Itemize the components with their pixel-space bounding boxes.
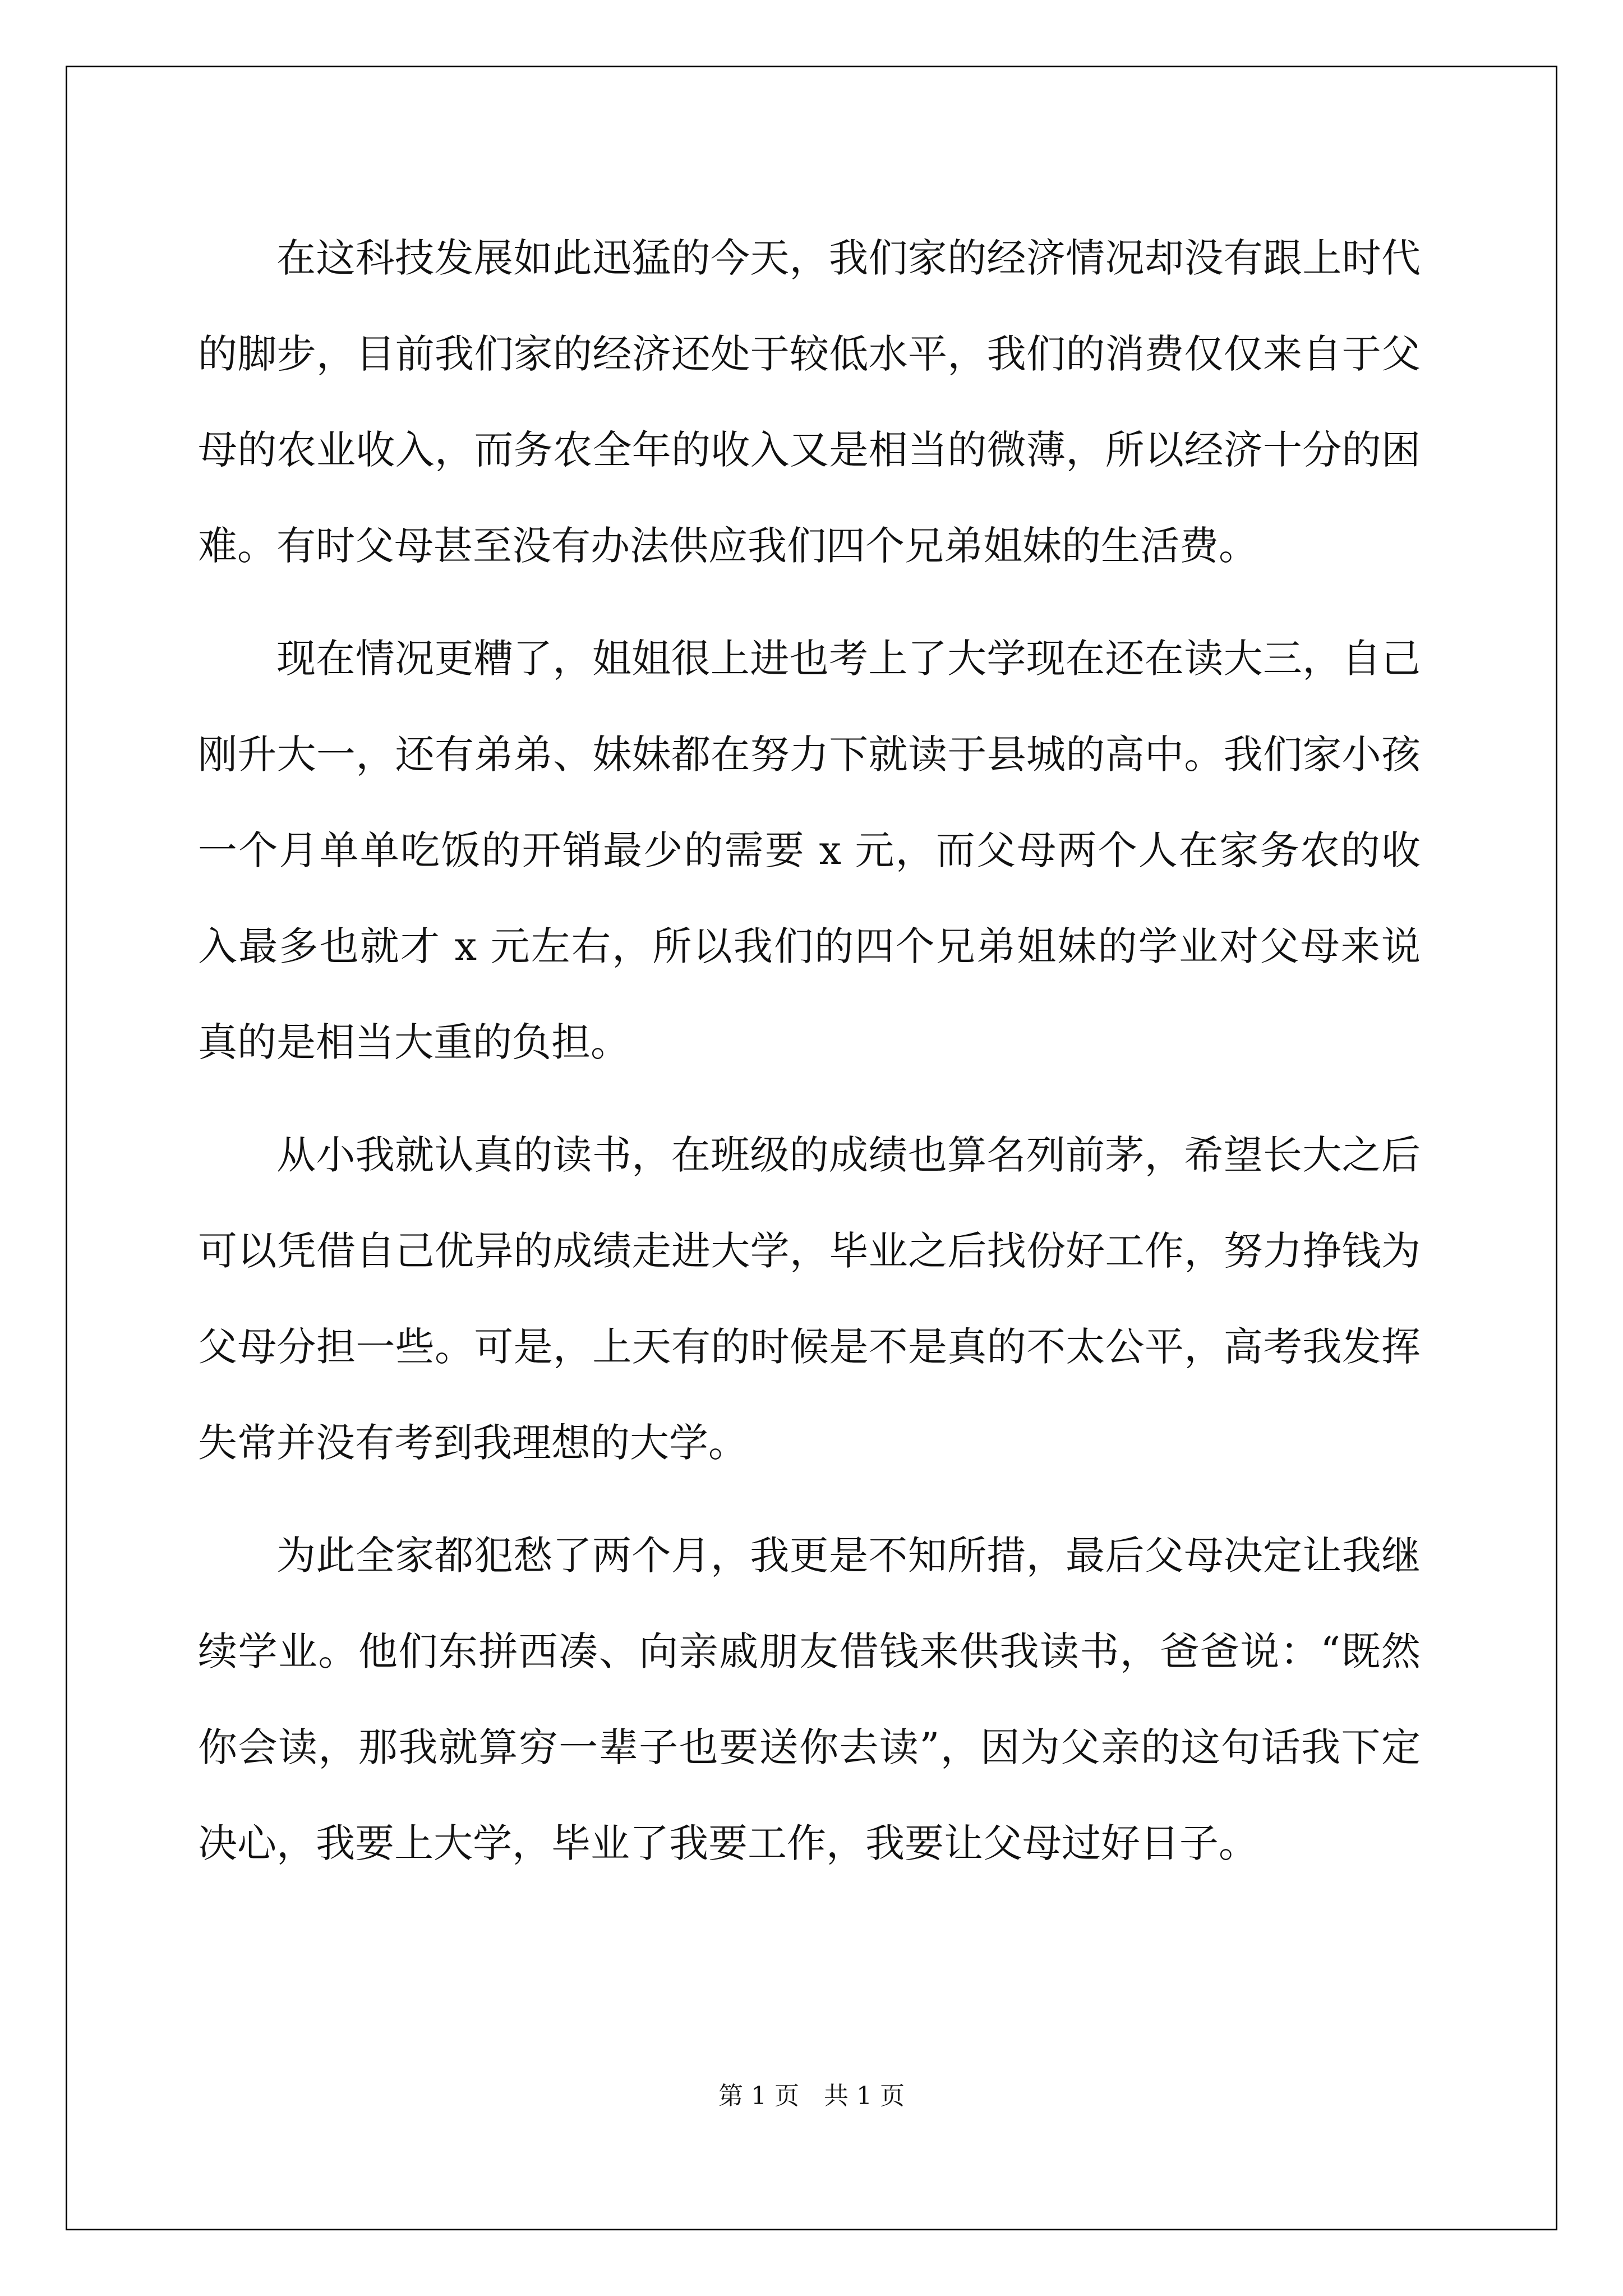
document-body	[198, 210, 1421, 1908]
paragraph: 现在情况更糟了，姐姐很上进也考上了大学现在还在读大三，自己刚升大一，还有弟弟、妹妹都在努力下就读于县城的高中。我们家小孩一个月单单吃饭的开销最少的需要 x 元，而父母两个人在家务农的收入最多也就才 x 元左右，所以我们的四个兄弟姐妹的学业对父母来说真的是相当大重的负担。	[198, 636, 1421, 1065]
page-footer: 第 1 页 共 1 页	[718, 2082, 905, 2110]
paragraph: 在这科技发展如此迅猛的今天，我们家的经济情况却没有跟上时代的脚步，目前我们家的经济还处于较低水平，我们的消费仅仅来自于父母的农业收入，而务农全年的收入又是相当的微薄，所以经济十分的困难。有时父母甚至没有办法供应我们四个兄弟姐妹的生活费。	[198, 235, 1421, 569]
paragraph: 为此全家都犯愁了两个月，我更是不知所措，最后父母决定让我继续学业。他们东拼西凑、向亲戚朋友借钱来供我读书，爸爸说：“既然你会读，那我就算穷一辈子也要送你去读”，因为父亲的这句话我下定决心，我要上大学，毕业了我要工作，我要让父母过好日子。	[198, 1533, 1421, 1866]
paragraph: 从小我就认真的读书，在班级的成绩也算名列前茅，希望长大之后可以凭借自己优异的成绩走进大学，毕业之后找份好工作，努力挣钱为父母分担一些。可是，上天有的时候是不是真的不太公平，高考我发挥失常并没有考到我理想的大学。	[198, 1132, 1421, 1466]
